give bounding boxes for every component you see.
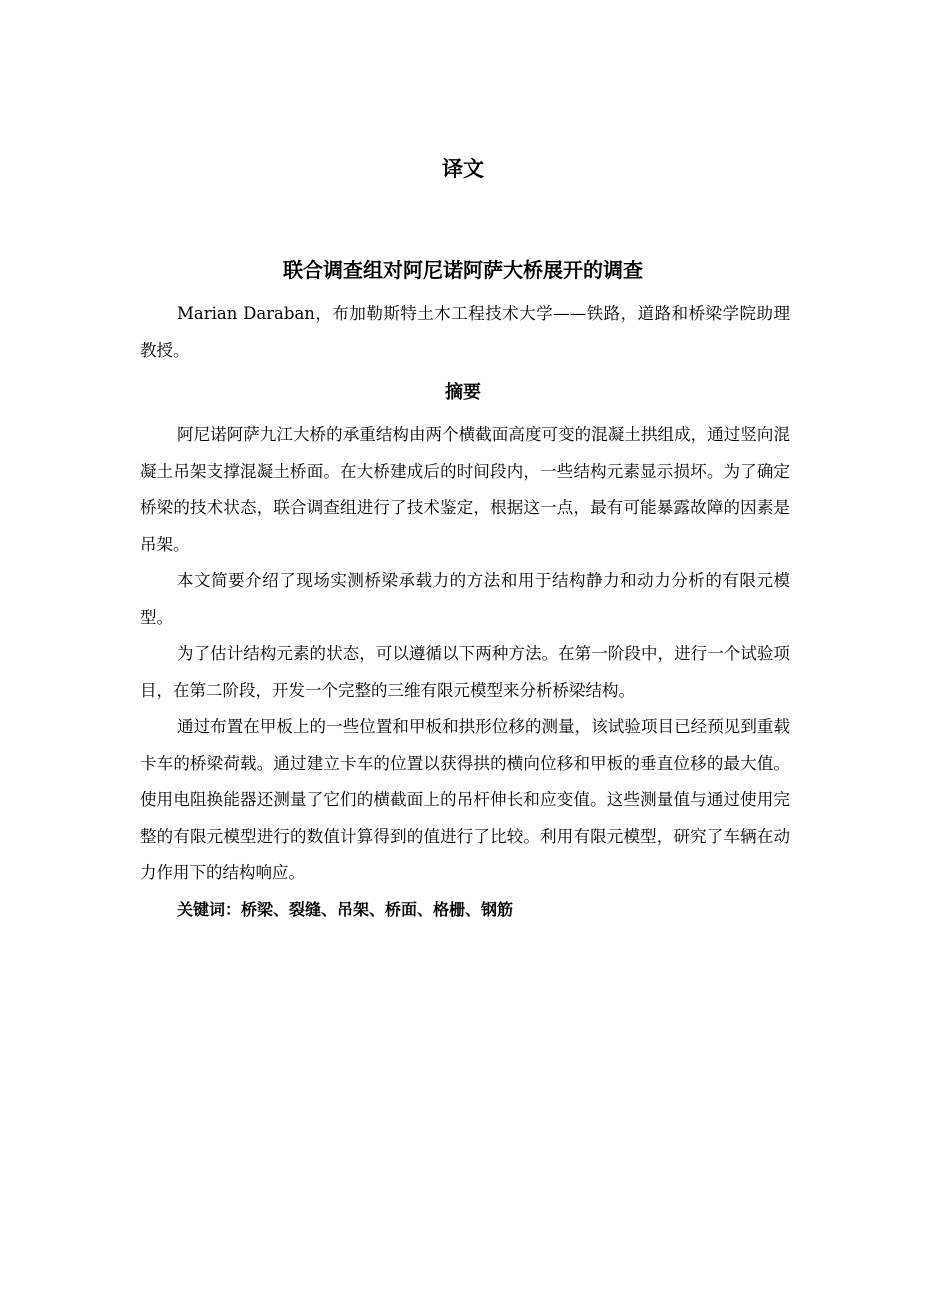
abstract-heading: 摘要: [445, 382, 481, 403]
abstract-paragraph-2: 本文简要介绍了现场实测桥梁承载力的方法和用于结构静力和动力分析的有限元模型。: [140, 571, 790, 627]
author-line: Marian Daraban，布加勒斯特土木工程技术大学——铁路，道路和桥梁学院助理 教授。: [140, 304, 807, 360]
author-block: [140, 296, 807, 369]
abstract-paragraph-1: 阿尼诺阿萨九江大桥的承重结构由两个横截面高度可变的混凝土拱组成，通过竖向混凝土吊架支撑混凝土桥面。在大桥建成后的时间段内，一些结构元素显示损坏。为了确定桥梁的技术状态，联合调查组进行了技术鉴定，根据这一点，最有可能暴露故障的因素是吊架。: [140, 425, 790, 554]
abstract-body: [140, 417, 790, 928]
abstract-paragraph-4: 通过布置在甲板上的一些位置和甲板和拱形位移的测量，该试验项目已经预见到重载卡车的桥梁荷载。通过建立卡车的位置以获得拱的横向位移和甲板的垂直位移的最大值。使用电阻换能器还测量了它们的横截面上的吊杆伸长和应变值。这些测量值与通过使用完整的有限元模型进行的数值计算得到的值进行了比较。利用有限元模型，研究了车辆在动力作用下的结构响应。: [140, 717, 790, 882]
abstract-paragraph-3: 为了估计结构元素的状态，可以遵循以下两种方法。在第一阶段中，进行一个试验项目，在第二阶段，开发一个完整的三维有限元模型来分析桥梁结构。: [140, 644, 790, 700]
paper-title: 联合调查组对阿尼诺阿萨大桥展开的调查: [283, 258, 643, 282]
section-heading: 译文: [442, 157, 484, 181]
keywords-line: 关键词：桥梁、裂缝、吊架、桥面、格栅、钢筋: [177, 899, 514, 919]
